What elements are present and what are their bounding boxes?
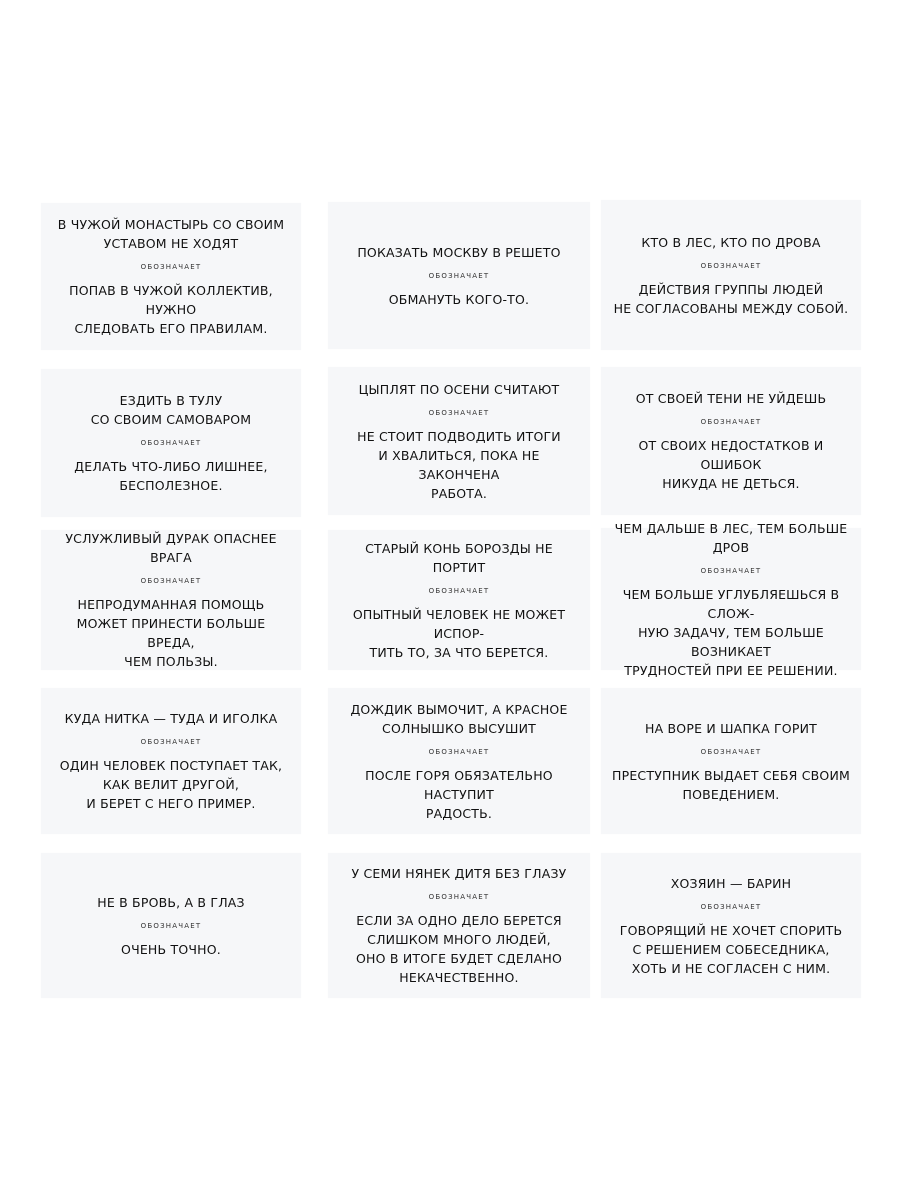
- proverb-cards-grid: [38, 200, 864, 1000]
- proverb-text: СТАРЫЙ КОНЬ БОРОЗДЫ НЕ ПОРТИТ: [365, 540, 553, 575]
- meaning-text: ГОВОРЯЩИЙ НЕ ХОЧЕТ СПОРИТЬ С РЕШЕНИЕМ СОБЕСЕДНИКА, ХОТЬ И НЕ СОГЛАСЕН С НИМ.: [619, 922, 843, 976]
- proverb-card: [601, 520, 861, 678]
- meaning-text: НЕПРОДУМАННАЯ ПОМОЩЬ МОЖЕТ ПРИНЕСТИ БОЛЬШЕ ВРЕДА, ЧЕМ ПОЛЬЗЫ.: [76, 597, 266, 669]
- meaning-text: ДЕЛАТЬ ЧТО-ЛИБО ЛИШНЕЕ, БЕСПОЛЕЗНОЕ.: [74, 459, 268, 493]
- separator-label: ОБОЗНАЧАЕТ: [140, 577, 202, 585]
- separator-label: ОБОЗНАЧАЕТ: [140, 921, 202, 930]
- proverb-text: ЕЗДИТЬ В ТУЛУ СО СВОИМ САМОВАРОМ: [90, 393, 252, 427]
- proverb-text: НЕ В БРОВЬ, А В ГЛАЗ: [97, 894, 245, 910]
- meaning-text: ОЧЕНЬ ТОЧНО.: [121, 941, 221, 957]
- separator-label: ОБОЗНАЧАЕТ: [428, 586, 490, 595]
- proverb-card: [41, 530, 301, 670]
- proverb-text: УСЛУЖЛИВЫЙ ДУРАК ОПАСНЕЕ ВРАГА: [65, 531, 277, 565]
- proverb-text: ДОЖДИК ВЫМОЧИТ, А КРАСНОЕ СОЛНЫШКО ВЫСУШИТ: [350, 701, 568, 736]
- meaning-text: ПОСЛЕ ГОРЯ ОБЯЗАТЕЛЬНО НАСТУПИТ РАДОСТЬ.: [365, 767, 553, 821]
- proverb-card: [601, 200, 861, 350]
- proverb-text: ЦЫПЛЯТ ПО ОСЕНИ СЧИТАЮТ: [358, 381, 560, 397]
- separator-label: ОБОЗНАЧАЕТ: [700, 566, 762, 575]
- proverb-card: [601, 367, 861, 515]
- proverb-card: [41, 853, 301, 998]
- proverb-text: В ЧУЖОЙ МОНАСТЫРЬ СО СВОИМ УСТАВОМ НЕ ХОДЯТ: [57, 217, 285, 251]
- proverb-card: [328, 530, 590, 670]
- separator-label: ОБОЗНАЧАЕТ: [428, 408, 490, 417]
- meaning-text: ДЕЙСТВИЯ ГРУППЫ ЛЮДЕЙ НЕ СОГЛАСОВАНЫ МЕЖДУ СОБОЙ.: [613, 281, 849, 316]
- separator-label: ОБОЗНАЧАЕТ: [700, 261, 762, 270]
- separator-label: ОБОЗНАЧАЕТ: [140, 738, 202, 746]
- meaning-text: ОПЫТНЫЙ ЧЕЛОВЕК НЕ МОЖЕТ ИСПОР- ТИТЬ ТО, ЗА ЧТО БЕРЕТСЯ.: [352, 606, 566, 660]
- meaning-text: НЕ СТОИТ ПОДВОДИТЬ ИТОГИ И ХВАЛИТЬСЯ, ПОКА НЕ ЗАКОНЧЕНА РАБОТА.: [357, 428, 561, 501]
- meaning-text: ЧЕМ БОЛЬШЕ УГЛУБЛЯЕШЬСЯ В СЛОЖ- НУЮ ЗАДАЧУ, ТЕМ БОЛЬШЕ ВОЗНИКАЕТ ТРУДНОСТЕЙ ПРИ ЕЕ РЕШЕНИИ.: [622, 586, 840, 678]
- separator-label: ОБОЗНАЧАЕТ: [428, 747, 490, 756]
- proverb-card: [328, 688, 590, 834]
- meaning-text: ОТ СВОИХ НЕДОСТАТКОВ И ОШИБОК НИКУДА НЕ ДЕТЬСЯ.: [638, 438, 824, 491]
- proverb-card: [601, 688, 861, 834]
- proverb-text: ОТ СВОЕЙ ТЕНИ НЕ УЙДЕШЬ: [635, 391, 827, 406]
- separator-label: ОБОЗНАЧАЕТ: [700, 418, 762, 426]
- proverb-text: У СЕМИ НЯНЕК ДИТЯ БЕЗ ГЛАЗУ: [351, 866, 567, 881]
- meaning-text: ПРЕСТУПНИК ВЫДАЕТ СЕБЯ СВОИМ ПОВЕДЕНИЕМ.: [612, 767, 850, 802]
- proverb-card: [601, 853, 861, 998]
- proverb-card: [41, 203, 301, 350]
- proverb-card: [41, 369, 301, 517]
- meaning-text: ОДИН ЧЕЛОВЕК ПОСТУПАЕТ ТАК, КАК ВЕЛИТ ДРУГОЙ, И БЕРЕТ С НЕГО ПРИМЕР.: [59, 758, 283, 811]
- separator-label: ОБОЗНАЧАЕТ: [700, 747, 762, 756]
- meaning-text: ПОПАВ В ЧУЖОЙ КОЛЛЕКТИВ, НУЖНО СЛЕДОВАТЬ ЕГО ПРАВИЛАМ.: [69, 283, 273, 336]
- meaning-text: ЕСЛИ ЗА ОДНО ДЕЛО БЕРЕТСЯ СЛИШКОМ МНОГО ЛЮДЕЙ, ОНО В ИТОГЕ БУДЕТ СДЕЛАНО НЕКАЧЕСТВЕННО.: [356, 913, 562, 985]
- proverb-text: КТО В ЛЕС, КТО ПО ДРОВА: [641, 234, 821, 250]
- proverb-text: КУДА НИТКА — ТУДА И ИГОЛКА: [64, 711, 278, 726]
- proverb-text: ПОКАЗАТЬ МОСКВУ В РЕШЕТО: [357, 244, 561, 260]
- proverb-text: ХОЗЯИН — БАРИН: [670, 875, 792, 891]
- proverb-card: [328, 853, 590, 998]
- proverb-text: ЧЕМ ДАЛЬШЕ В ЛЕС, ТЕМ БОЛЬШЕ ДРОВ: [614, 520, 848, 555]
- meaning-text: ОБМАНУТЬ КОГО-ТО.: [388, 291, 530, 307]
- separator-label: ОБОЗНАЧАЕТ: [700, 902, 762, 911]
- separator-label: ОБОЗНАЧАЕТ: [428, 893, 490, 901]
- proverb-card: [328, 202, 590, 349]
- separator-label: ОБОЗНАЧАЕТ: [428, 271, 490, 280]
- separator-label: ОБОЗНАЧАЕТ: [140, 439, 202, 447]
- proverb-card: [41, 688, 301, 834]
- proverb-text: НА ВОРЕ И ШАПКА ГОРИТ: [645, 720, 817, 736]
- proverb-card: [328, 367, 590, 515]
- separator-label: ОБОЗНАЧАЕТ: [140, 263, 202, 271]
